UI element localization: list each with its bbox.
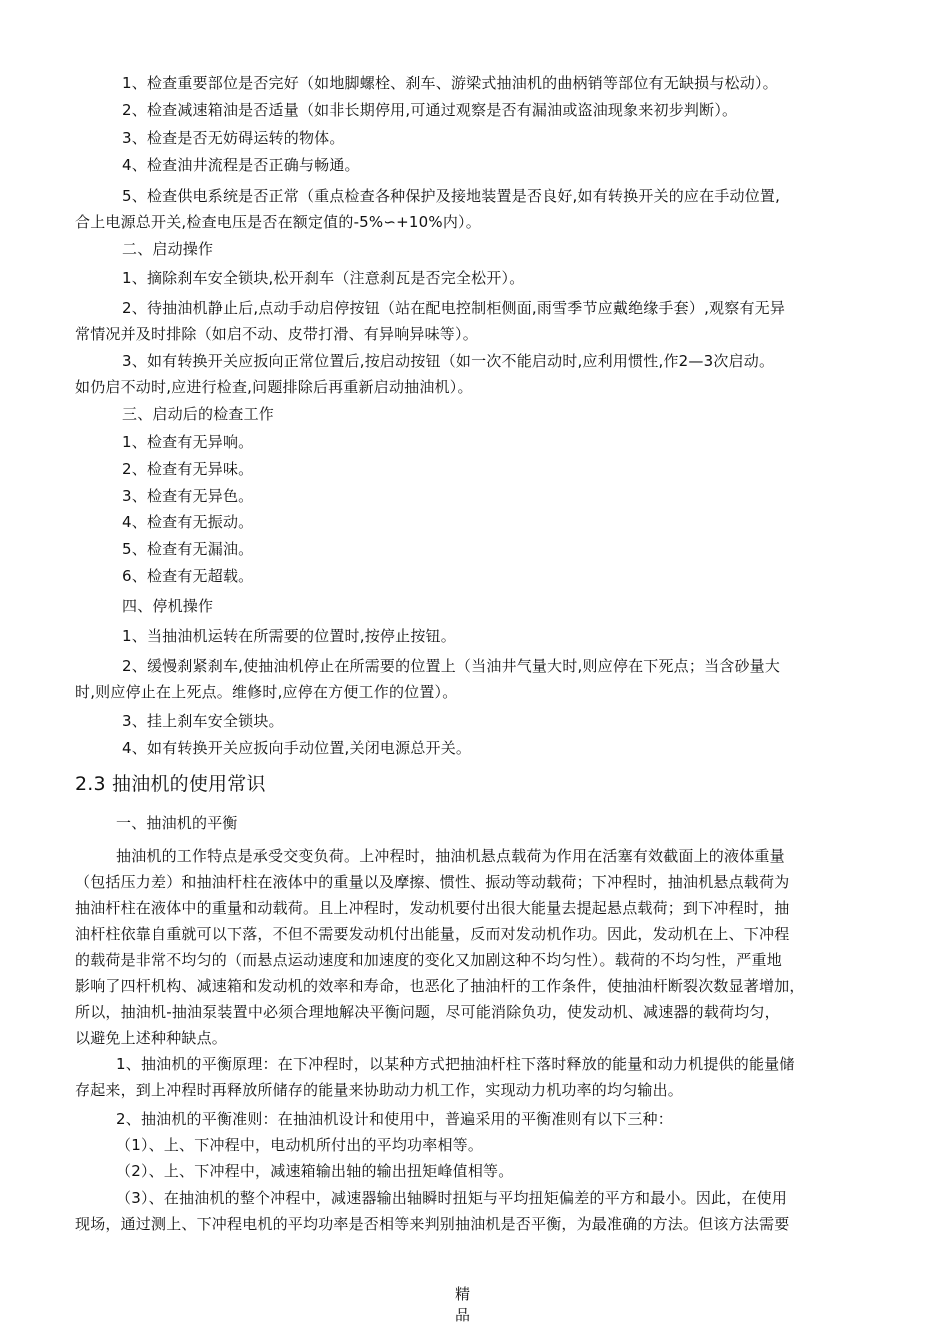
paragraph-line: 油杆柱依靠自重就可以下落，不但不需要发动机付出能量，反而对发动机作功。因此，发动机在上、下冲程 — [75, 925, 790, 943]
check-item-5: 5、检查供电系统是否正常（重点检查各种保护及接地装置是否良好,如有转换开关的应在手动位置, — [122, 187, 781, 205]
start-op-title: 二、启动操作 — [122, 240, 214, 258]
check-item-3: 3、检查是否无妨碍运转的物体。 — [122, 129, 345, 147]
check-item-1: 1、检查重要部位是否完好（如地脚螺栓、刹车、游梁式抽油机的曲柄销等部位有无缺损与松动）。 — [122, 74, 778, 92]
criteria-item-1: （1）、上、下冲程中，电动机所付出的平均功率相等。 — [116, 1136, 484, 1154]
subsection-title: 一、抽油机的平衡 — [116, 814, 238, 832]
criteria-item-3: （3）、在抽油机的整个冲程中，减速器输出轴瞬时扭矩与平均扭矩偏差的平方和最小。因此，在使用 — [116, 1189, 788, 1207]
start-op-item-2-cont: 常情况并及时排除（如启不动、皮带打滑、有异响异味等）。 — [75, 325, 478, 343]
start-op-item-1: 1、摘除刹车安全锁块,松开刹车（注意刹瓦是否完全松开）。 — [122, 269, 525, 287]
check-item-2: 2、检查减速箱油是否适量（如非长期停用,可通过观察是否有漏油或盗油现象来初步判断）。 — [122, 101, 738, 119]
section-heading: 2.3 抽油机的使用常识 — [75, 773, 266, 795]
paragraph-line: 所以，抽油机-抽油泵装置中必须合理地解决平衡问题，尽可能消除负功，使发动机、减速器的载荷均匀， — [75, 1003, 780, 1021]
check-item-5-cont: 合上电源总开关,检查电压是否在额定值的-5%∽+10%内）。 — [75, 213, 481, 231]
paragraph-line: 的载荷是非常不均匀的（而悬点运动速度和加速度的变化又加剧这种不均匀性）。载荷的不均匀性，严重地 — [75, 951, 782, 969]
post-check-item-2: 2、检查有无异味。 — [122, 460, 254, 478]
stop-op-item-1: 1、当抽油机运转在所需要的位置时,按停止按钮。 — [122, 627, 456, 645]
post-check-title: 三、启动后的检查工作 — [122, 405, 275, 423]
footer-char-1: 精 — [455, 1285, 471, 1303]
post-check-item-1: 1、检查有无异响。 — [122, 433, 254, 451]
footer-char-2: 品 — [455, 1306, 471, 1324]
paragraph-line: 抽油杆柱在液体中的重量和动载荷。且上冲程时，发动机要付出很大能量去提起悬点载荷；到下冲程时，抽 — [75, 899, 790, 917]
check-item-4: 4、检查油井流程是否正确与畅通。 — [122, 156, 360, 174]
stop-op-title: 四、停机操作 — [122, 597, 214, 615]
paragraph-line: 影响了四杆机构、减速箱和发动机的效率和寿命，也恶化了抽油杆的工作条件，使抽油杆断裂次数显著增加， — [75, 977, 805, 995]
paragraph-line: 抽油机的工作特点是承受交变负荷。上冲程时，抽油机悬点载荷为作用在活塞有效截面上的液体重量 — [116, 847, 785, 865]
criteria-item-2: （2）、上、下冲程中，减速箱输出轴的输出扭矩峰值相等。 — [116, 1162, 514, 1180]
paragraph-line: （包括压力差）和抽油杆柱在液体中的重量以及摩擦、惯性、振动等动载荷；下冲程时，抽油机悬点载荷为 — [75, 873, 790, 891]
start-op-item-2: 2、待抽油机静止后,点动手动启停按钮（站在配电控制柜侧面,雨雪季节应戴绝缘手套）,观察有无异 — [122, 299, 786, 317]
criteria-line: 2、抽油机的平衡准则：在抽油机设计和使用中，普遍采用的平衡准则有以下三种： — [116, 1110, 673, 1128]
stop-op-item-2: 2、缓慢刹紧刹车,使抽油机停止在所需要的位置上（当油井气量大时,则应停在下死点；当含砂量大 — [122, 657, 781, 675]
stop-op-item-3: 3、挂上刹车安全锁块。 — [122, 712, 284, 730]
principle-line: 1、抽油机的平衡原理：在下冲程时，以某种方式把抽油杆柱下落时释放的能量和动力机提供的能量储 — [116, 1055, 795, 1073]
start-op-item-3-cont: 如仍启不动时,应进行检查,问题排除后再重新启动抽油机）。 — [75, 378, 473, 396]
criteria-item-3-cont: 现场，通过测上、下冲程电机的平均功率是否相等来判别抽油机是否平衡，为最准确的方法。但该方法需要 — [75, 1215, 790, 1233]
post-check-item-4: 4、检查有无振动。 — [122, 513, 254, 531]
stop-op-item-4: 4、如有转换开关应扳向手动位置,关闭电源总开关。 — [122, 739, 472, 757]
post-check-item-3: 3、检查有无异色。 — [122, 487, 254, 505]
post-check-item-5: 5、检查有无漏油。 — [122, 540, 254, 558]
post-check-item-6: 6、检查有无超载。 — [122, 567, 254, 585]
paragraph-line: 以避免上述种种缺点。 — [75, 1029, 228, 1047]
principle-line: 存起来，到上冲程时再释放所储存的能量来协助动力机工作，实现动力机功率的均匀输出。 — [75, 1081, 684, 1099]
start-op-item-3: 3、如有转换开关应扳向正常位置后,按启动按钮（如一次不能启动时,应利用惯性,作2—3次启动。 — [122, 352, 775, 370]
stop-op-item-2-cont: 时,则应停止在上死点。维修时,应停在方便工作的位置）。 — [75, 683, 458, 701]
